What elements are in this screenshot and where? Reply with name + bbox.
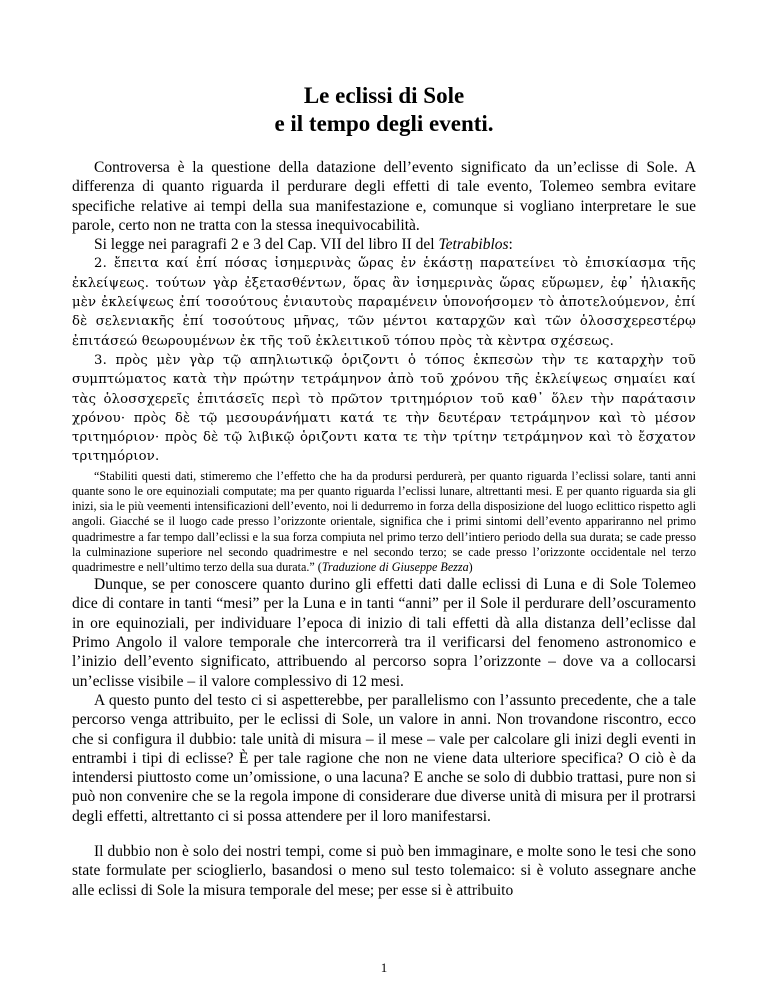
book-title: Tetrabiblos bbox=[438, 236, 509, 254]
page-number: 1 bbox=[380, 960, 388, 975]
discussion-paragraph-1: Dunque, se per conoscere quanto durino gli effetti dati dalle eclissi di Luna e di Sole Tolemeo dice di contare in tanti “mesi” per la Luna e in tanti “anni” per il Sole il perdurare dell’oscuramento in ore equinoziali, per individuare l’epoca di inizio di tali effetti dà alla distanza dell’eclisse dal Primo Angolo il valore temporale che intercorrerà tra il verificarsi del fenomeno astronomico e l’inizio dell’evento significato, attribuendo al percorso sopra l’orizzonte – dove va a collocarsi un’eclisse visibile – il valore complessivo di 12 mesi. bbox=[72, 576, 696, 690]
translation-note bbox=[72, 469, 696, 575]
document-page bbox=[72, 82, 696, 900]
paragraph-gap bbox=[72, 826, 696, 842]
greek-paragraph-3: 3. πρὸς μὲν γὰρ τῷ απηλιωτικῷ ὁριζοντι ὁ τόπος ἐκπεσὼν τὴν τε καταρχὴν τοῦ συμπτώματος κατὰ τὴν πρώτην τετράμηνον ἀπὸ τοῦ χρόνου τῆς ἐκλείψεως σημαίει καί τὰς ὁλοσσχερεῖς ἐπιτάσεῖς περὶ τὸ πρῶτον τριτημόριον τοῦ καθ᾽ ὅλεν τὴν παράτασιν χρόνου· πρὸς δὲ τῷ μεσουράνήματι κατά τε τὴν δευτέραν τετράμηνον καὶ τὸ μέσον τριτημόριον· πρὸς δὲ τῷ λιβικῷ ὁριζοντι κατα τε τὴν τρίτην τετράμηνον καὶ τὸ ἔσχατον τριτημόριον. bbox=[72, 352, 696, 465]
discussion-paragraph-2: A questo punto del testo ci si aspetterebbe, per parallelismo con l’assunto precedente, che a tale percorso venga attribuito, per le eclissi di Sole, un valore in anni. Non trovandone riscontro, ecco che si configura il dubbio: tale unità di misura – il mese – vale per calcolare gli inizi degli eventi in entrambi i tipi di eclisse? È per tale ragione che non ne viene data ulteriore specifica? O ciò è da intendersi piuttosto come un’omissione, o una lacuna? E anche se solo di dubbio trattasi, pure non si può non convenire che se la regola impone di considerare due diverse unità di misura per il protrarsi degli effetti, altrettanto ci si possa attendere per il loro manifestarsi. bbox=[72, 691, 696, 825]
intro-paragraph: Controversa è la questione della datazione dell’evento significato da un’eclisse di Sole. A differenza di quanto riguarda il perdurare degli effetti di tale evento, Tolemeo sembra evitare specifiche relative ai tempi della sua manifestazione e, comunque si vogliano interpretare le sue parole, certo non ne tratta con la stessa inequivocabilità. bbox=[72, 159, 696, 234]
discussion-paragraph-3: Il dubbio non è solo dei nostri tempi, come si può ben immaginare, e molte sono le tesi che sono state formulate per scioglierlo, basandosi o meno sul testo tolemaico: si è voluto assegnare anche alle eclissi di Sole la misura temporale del mese; per esse si è attribuito bbox=[72, 843, 696, 899]
source-reference-colon: : bbox=[508, 236, 513, 254]
translation-close: ) bbox=[468, 559, 473, 574]
greek-paragraph-2: 2. ἔπειτα καί ἐπί πόσας ἰσημερινὰς ὥρας ἐν ἑκάστῃ παρατείνει τὸ ἐπισκίασμα τῆς ἐκλείψεως. τούτων γὰρ ἐξετασθέντων, ὅρας ἂν ἰσημερινὰς ὥρας εὕρωμεν, ἐφ᾽ ἡλιακῆς μὲν ἐκλείψεως ἐπί τοσούτους ἐνιαυτοὺς παραμένειν ὑπονοήσομεν τὸ ἀποτελούμενον, ἐπί δὲ σελενιακῆς ἐπί τοσούτους μῆνας, τῶν μέντοι καταρχῶν καὶ τῶν ὁλοσσχερεστέρῳ ἐπιτάσεώ θεωρουμένων ἐκ τῆς τοῦ ἐκλειτικοῦ τόπου πρὸς τὰ κὲντρα σχέσεως. bbox=[72, 256, 696, 349]
source-reference-text: Si legge nei paragrafi 2 e 3 del Cap. VII del libro II del bbox=[94, 236, 439, 254]
source-reference-paragraph bbox=[72, 235, 696, 254]
translation-credit: Traduzione di Giuseppe Bezza bbox=[321, 559, 469, 574]
title-line-2: e il tempo degli eventi. bbox=[274, 111, 494, 136]
translation-text: “Stabiliti questi dati, stimeremo che l’effetto che ha da prodursi perdurerà, per quanto riguarda l’eclissi solare, tanti anni quante sono le ore equinoziali computate; ma per quanto riguarda l’eclissi lunare, altrettanti mesi. E per quanto riguarda sia gli inizi, sia le più veementi intensificazioni dell’evento, noi li dedurremo in forza della disposizione del luogo eclittico rispetto agli angoli. Giacché se il luogo cade presso l’orizzonte orientale, significa che i primi sintomi dell’evento appariranno nel primo quadrimestre a far tempo dall’eclissi e la sua forza compiuta nel primo terzo dell’intiero periodo della sua durata; se cade presso la culminazione superiore nel secondo quadrimestre e nel secondo terzo; se cade presso l’orizzonte occidentale nel terzo quadrimestre e nell’ultimo terzo della sua durata.” ( bbox=[72, 468, 696, 574]
document-title bbox=[72, 82, 696, 138]
title-line-1: Le eclissi di Sole bbox=[303, 83, 465, 108]
